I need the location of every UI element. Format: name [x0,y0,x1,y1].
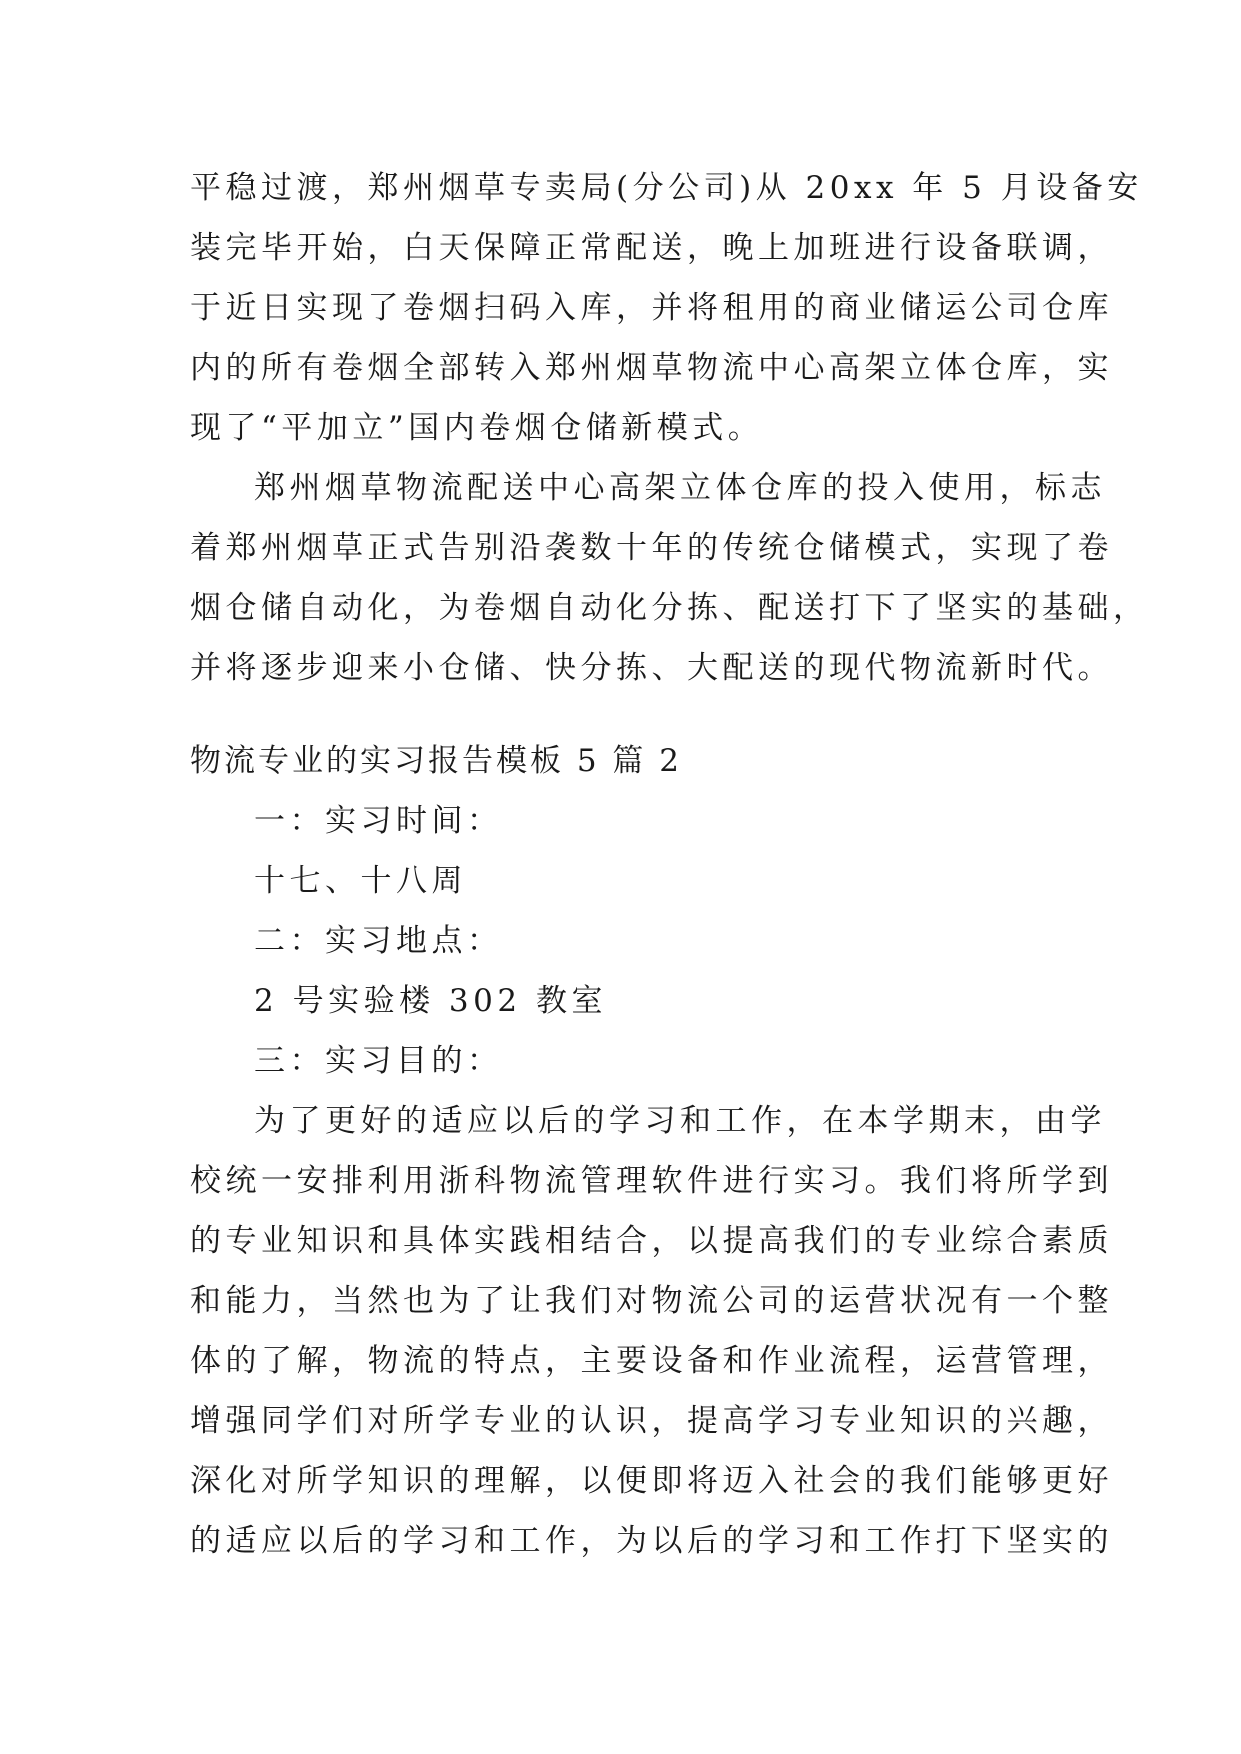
paragraph-two [190,458,1149,698]
text-line: 校统一安排利用浙科物流管理软件进行实习。我们将所学到 [190,1163,1113,1199]
section-spacer [190,698,1060,731]
continuation-paragraph [190,158,1143,458]
document-body [190,158,1149,1571]
text-line: 于近日实现了卷烟扫码入库，并将租用的商业储运公司仓库 [190,290,1113,326]
item-heading-location: 二：实习地点： [254,923,503,959]
text-line: 郑州烟草物流配送中心高架立体仓库的投入使用，标志 [254,470,1106,506]
text-line: 增强同学们对所学专业的认识，提高学习专业知识的兴趣， [190,1403,1113,1439]
item-value-time: 十七、十八周 [254,863,467,899]
text-line: 和能力，当然也为了让我们对物流公司的运营状况有一个整 [190,1283,1113,1319]
item-heading-time: 一：实习时间： [254,803,503,839]
text-line: 平稳过渡，郑州烟草专卖局(分公司)从 20xx 年 5 月设备安 [190,170,1143,206]
purpose-paragraph [190,1091,1113,1571]
text-line: 体的了解，物流的特点，主要设备和作业流程，运营管理， [190,1343,1113,1379]
text-line: 并将逐步迎来小仓储、快分拣、大配送的现代物流新时代。 [190,650,1113,686]
text-line: 现了“平加立”国内卷烟仓储新模式。 [190,410,764,446]
text-line: 内的所有卷烟全部转入郑州烟草物流中心高架立体仓库，实 [190,350,1113,386]
text-line: 的适应以后的学习和工作，为以后的学习和工作打下坚实的 [190,1523,1113,1559]
text-line: 为了更好的适应以后的学习和工作，在本学期末，由学 [254,1103,1106,1139]
text-line: 烟仓储自动化，为卷烟自动化分拣、配送打下了坚实的基础， [190,590,1149,626]
text-line: 的专业知识和具体实践相结合，以提高我们的专业综合素质 [190,1223,1113,1259]
report-items [190,791,1060,1091]
item-heading-purpose: 三：实习目的： [254,1043,503,1079]
text-line: 着郑州烟草正式告别沿袭数十年的传统仓储模式，实现了卷 [190,530,1113,566]
text-line: 深化对所学知识的理解，以便即将迈入社会的我们能够更好 [190,1463,1113,1499]
section-title: 物流专业的实习报告模板 5 篇 2 [190,743,683,779]
text-line: 装完毕开始，白天保障正常配送，晚上加班进行设备联调， [190,230,1113,266]
item-value-location: 2 号实验楼 302 教室 [254,983,607,1019]
